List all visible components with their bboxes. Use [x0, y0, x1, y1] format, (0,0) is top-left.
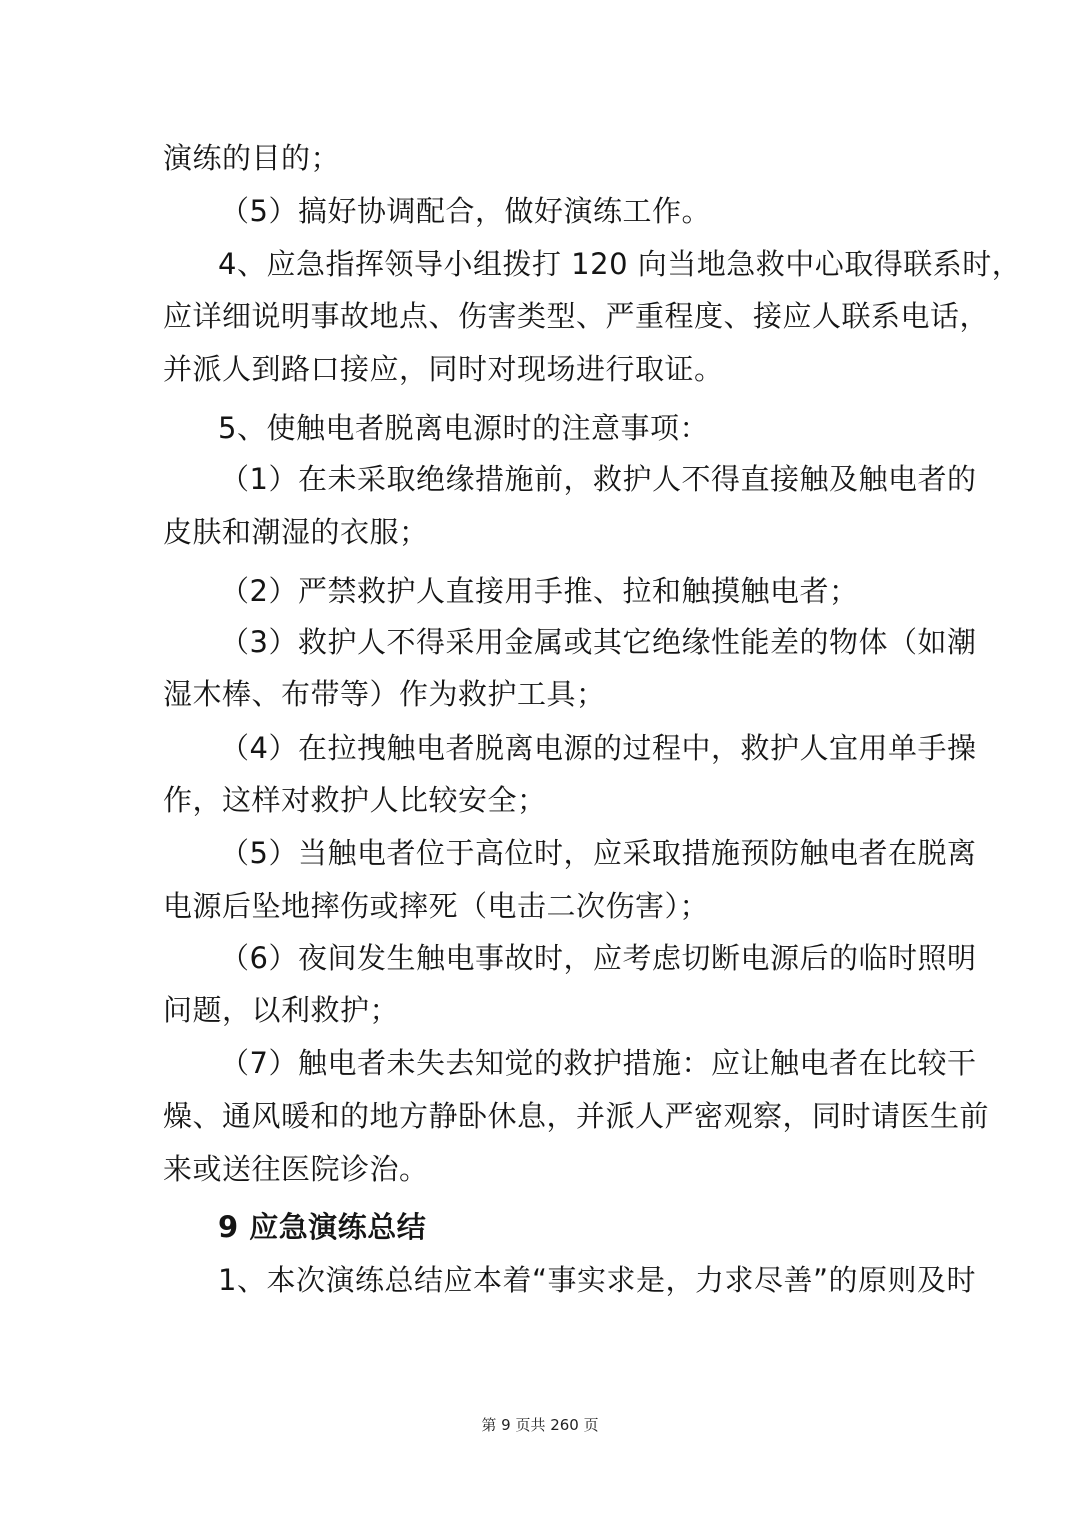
text-line: 电源后坠地摔伤或摔死（电击二次伤害）；: [163, 889, 710, 923]
text-line: 问题，以利救护；: [163, 993, 400, 1027]
text-line: （7）触电者未失去知觉的救护措施：应让触电者在比较干: [220, 1046, 977, 1080]
page-number-footer: 第 9 页共 260 页: [481, 1416, 599, 1434]
text-line: 5、使触电者脱离电源时的注意事项：: [218, 411, 709, 445]
text-line: 皮肤和潮湿的衣服；: [163, 515, 429, 549]
text-line: 来或送往医院诊治。: [163, 1152, 429, 1186]
text-line: 燥、通风暖和的地方静卧休息，并派人严密观察，同时请医生前: [163, 1099, 990, 1133]
text-line: 应详细说明事故地点、伤害类型、严重程度、接应人联系电话，: [163, 299, 990, 333]
text-line: （4）在拉拽触电者脱离电源的过程中，救护人宜用单手操: [220, 731, 977, 765]
section-heading: 9 应急演练总结: [218, 1210, 427, 1244]
text-line: （5）搞好协调配合，做好演练工作。: [220, 194, 711, 228]
text-line: 4、应急指挥领导小组拨打 120 向当地急救中心取得联系时，: [218, 247, 1022, 281]
text-line: 湿木棒、布带等）作为救护工具；: [163, 677, 606, 711]
text-line: （2）严禁救护人直接用手推、拉和触摸触电者；: [220, 574, 859, 608]
text-line: 1、本次演练总结应本着“事实求是，力求尽善”的原则及时: [218, 1263, 976, 1297]
text-line: （1）在未采取绝缘措施前，救护人不得直接触及触电者的: [220, 462, 977, 496]
text-line: （6）夜间发生触电事故时，应考虑切断电源后的临时照明: [220, 941, 977, 975]
text-line: （5）当触电者位于高位时，应采取措施预防触电者在脱离: [220, 836, 977, 870]
text-line: （3）救护人不得采用金属或其它绝缘性能差的物体（如潮: [220, 625, 977, 659]
text-line: 作，这样对救护人比较安全；: [163, 783, 547, 817]
text-line: 并派人到路口接应，同时对现场进行取证。: [163, 352, 724, 386]
text-line: 演练的目的；: [163, 141, 341, 175]
